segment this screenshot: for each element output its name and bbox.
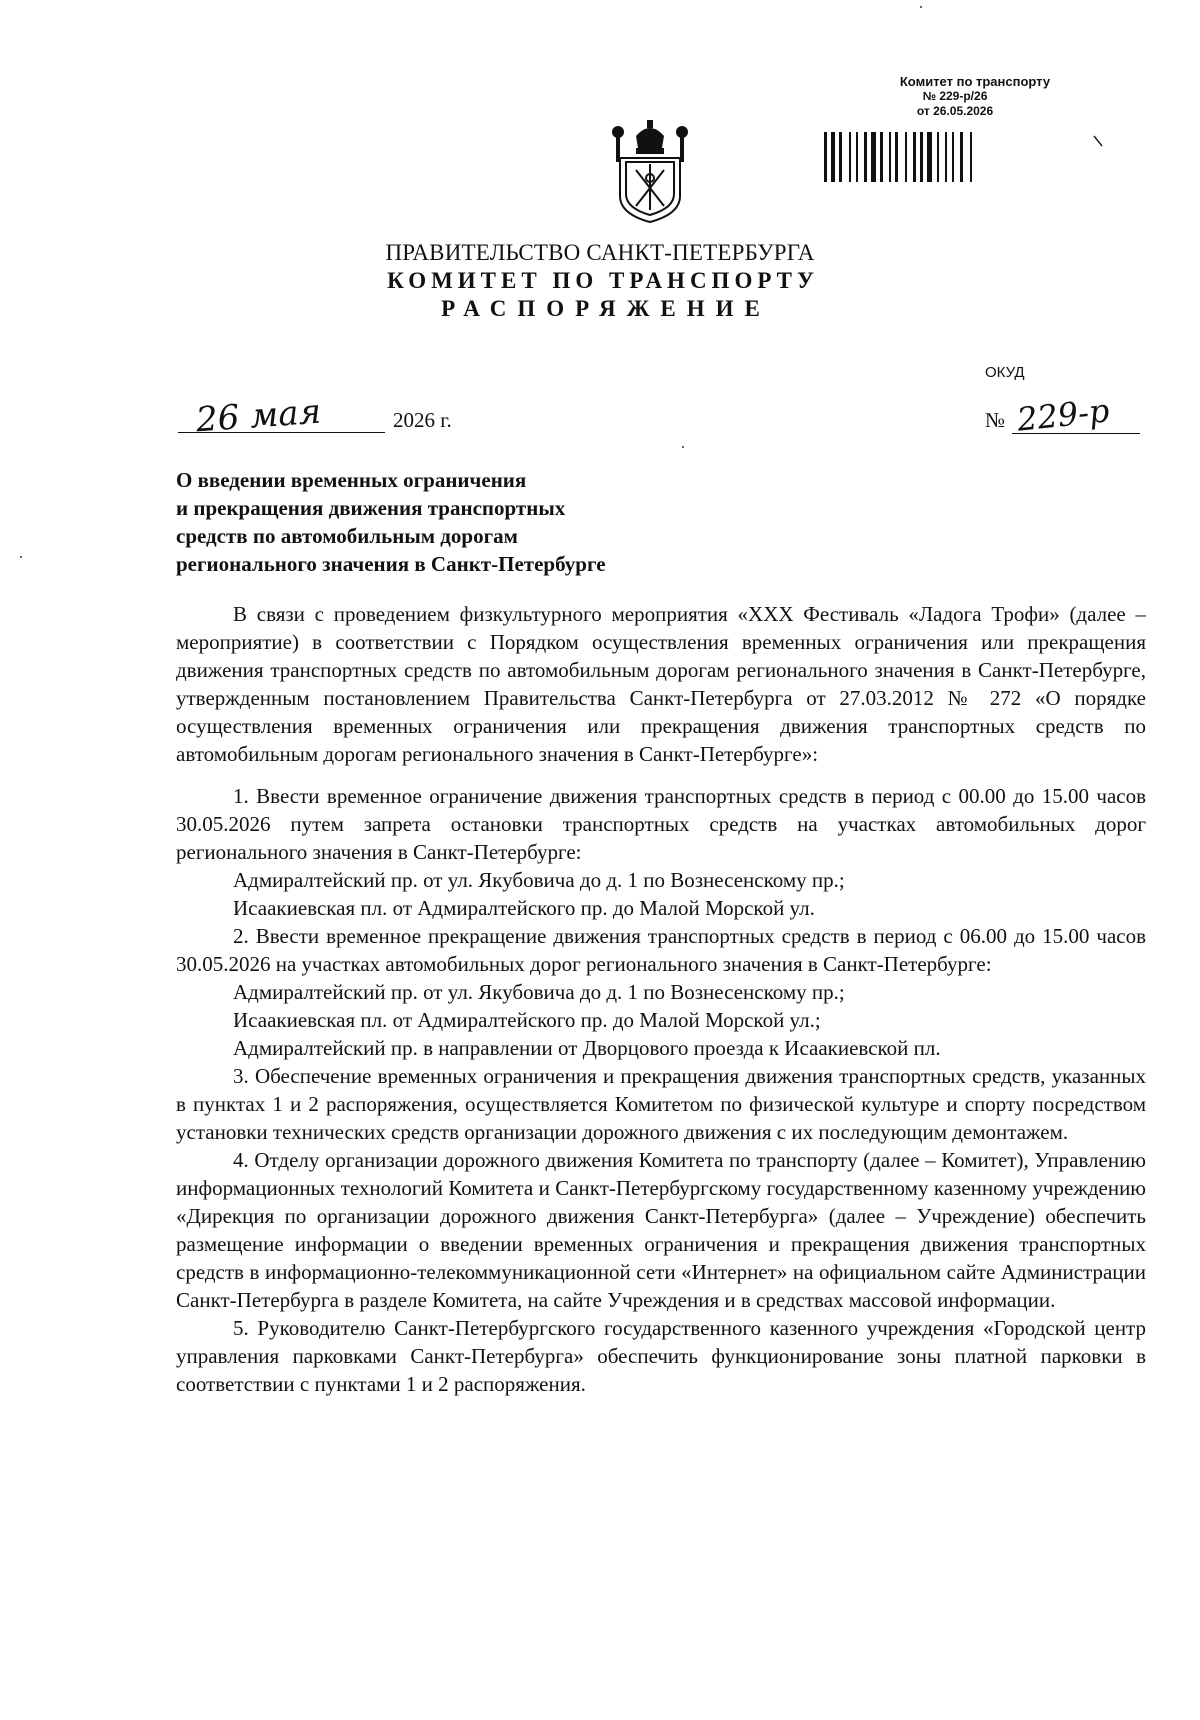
item-5: 5. Руководителю Санкт-Петербургского государственного казенного учреждения «Городской центр управления парковками Санкт-Петербурга» обеспечить функционирование зоны платной парковки в соответствии с пунктами 1 и 2 распоряжения. (176, 1316, 1146, 1396)
barcode-icon (822, 130, 1122, 186)
item-2-road-b: Исаакиевская пл. от Адмиралтейского пр. до Малой Морской ул.; (233, 1008, 821, 1032)
barcode-bar (831, 132, 835, 182)
barcode-bar (895, 132, 898, 182)
barcode-bar (889, 132, 891, 182)
government-title: ПРАВИТЕЛЬСТВО САНКТ-ПЕТЕРБУРГА (385, 240, 815, 265)
item-3: 3. Обеспечение временных ограничения и прекращения движения транспортных средств, указанных в пунктах 1 и 2 распоряжения, осуществляется Комитетом по физической культуре и спорту посредством установки технических средств организации дорожного движения с их последующим демонтажем. (176, 1064, 1146, 1144)
item-1: 1. Ввести временное ограничение движения транспортных средств в период с 00.00 до 15.00 часов 30.05.2026 путем запрета остановки транспортных средств на участках автомобильных дорог регионального значения в Санкт-Петербурге: (176, 784, 1146, 864)
scan-speck (682, 446, 684, 448)
scan-speck (920, 6, 922, 8)
document-body (176, 600, 1146, 1398)
item-2: 2. Ввести временное прекращение движения транспортных средств в период с 06.00 до 15.00 часов 30.05.2026 на участках автомобильных дорог регионального значения в Санкт-Петербурге: (176, 924, 1146, 976)
document-subject (176, 466, 696, 578)
barcode-bar (970, 132, 972, 182)
handwritten-date: 26 мая (194, 391, 323, 441)
barcode-bar (880, 132, 883, 182)
intro-paragraph: В связи с проведением физкультурного мероприятия «XXX Фестиваль «Ладога Трофи» (далее – мероприятие) в соответствии с Порядком осуществления временных ограничения или прекращения движения транспортных средств по автомобильным дорогам регионального значения в Санкт-Петербурге, утвержденным постановлением Правительства Санкт-Петербурга от 27.03.2012 № 272 «О порядке осуществления временных ограничения или прекращения движения транспортных средств по автомобильным дорогам регионального значения в Санкт-Петербурге»: (176, 602, 1146, 766)
barcode-bar (849, 132, 851, 182)
scan-speck (20, 556, 22, 558)
stamp-date: от 26.05.2026 (916, 104, 994, 118)
barcode-bar (960, 132, 963, 182)
barcode-bar (937, 132, 939, 182)
date-underline (178, 432, 385, 433)
subject-line: регионального значения в Санкт-Петербурге (176, 552, 606, 576)
barcode-bar (952, 132, 954, 182)
document-type: РАСПОРЯЖЕНИЕ (441, 296, 771, 321)
committee-title: КОМИТЕТ ПО ТРАНСПОРТУ (387, 268, 819, 293)
item-1-road-b: Исаакиевская пл. от Адмиралтейского пр. до Малой Морской ул. (233, 896, 815, 920)
okud-label: ОКУД (985, 364, 1025, 381)
item-2-road-c: Адмиралтейский пр. в направлении от Дворцового проезда к Исаакиевской пл. (233, 1036, 941, 1060)
barcode-bar (856, 132, 858, 182)
stamp-org: Комитет по транспорту (899, 74, 1051, 89)
item-1-road-a: Адмиралтейский пр. от ул. Якубовича до д. 1 по Вознесенскому пр.; (233, 868, 845, 892)
date-year: 2026 г. (393, 408, 452, 432)
handwritten-number: 229-р (1015, 391, 1112, 439)
registration-stamp (810, 74, 1100, 119)
coat-of-arms-icon (606, 118, 694, 226)
item-4: 4. Отделу организации дорожного движения Комитета по транспорту (далее – Комитет), Управлению информационных технологий Комитета и Санкт-Петербургскому государственному казенному учреждению «Дирекция по организации дорожного движения Санкт-Петербурга» (далее – Учреждение) обеспечить размещение информации о введении временных ограничения и прекращения движения транспортных средств в информационно-телекоммуникационной сети «Интернет» на официальном сайте Администрации Санкт-Петербурга в разделе Комитета, на сайте Учреждения и в средствах массовой информации. (176, 1148, 1146, 1312)
barcode-bar (945, 132, 947, 182)
number-underline (1012, 433, 1140, 434)
number-label: № (985, 408, 1006, 432)
barcode-bar (864, 132, 867, 182)
subject-line: средств по автомобильным дорогам (176, 524, 518, 548)
subject-line: и прекращения движения транспортных (176, 496, 566, 520)
subject-line: О введении временных ограничения (176, 468, 527, 492)
barcode-bar (824, 132, 827, 182)
barcode-bar (913, 132, 916, 182)
barcode-bar (927, 132, 932, 182)
stamp-number: № 229-р/26 (922, 89, 988, 103)
item-2-road-a: Адмиралтейский пр. от ул. Якубовича до д. 1 по Вознесенскому пр.; (233, 980, 845, 1004)
barcode-bar (871, 132, 876, 182)
barcode-bar (905, 132, 907, 182)
barcode-bar (920, 132, 923, 182)
barcode-bar (839, 132, 842, 182)
